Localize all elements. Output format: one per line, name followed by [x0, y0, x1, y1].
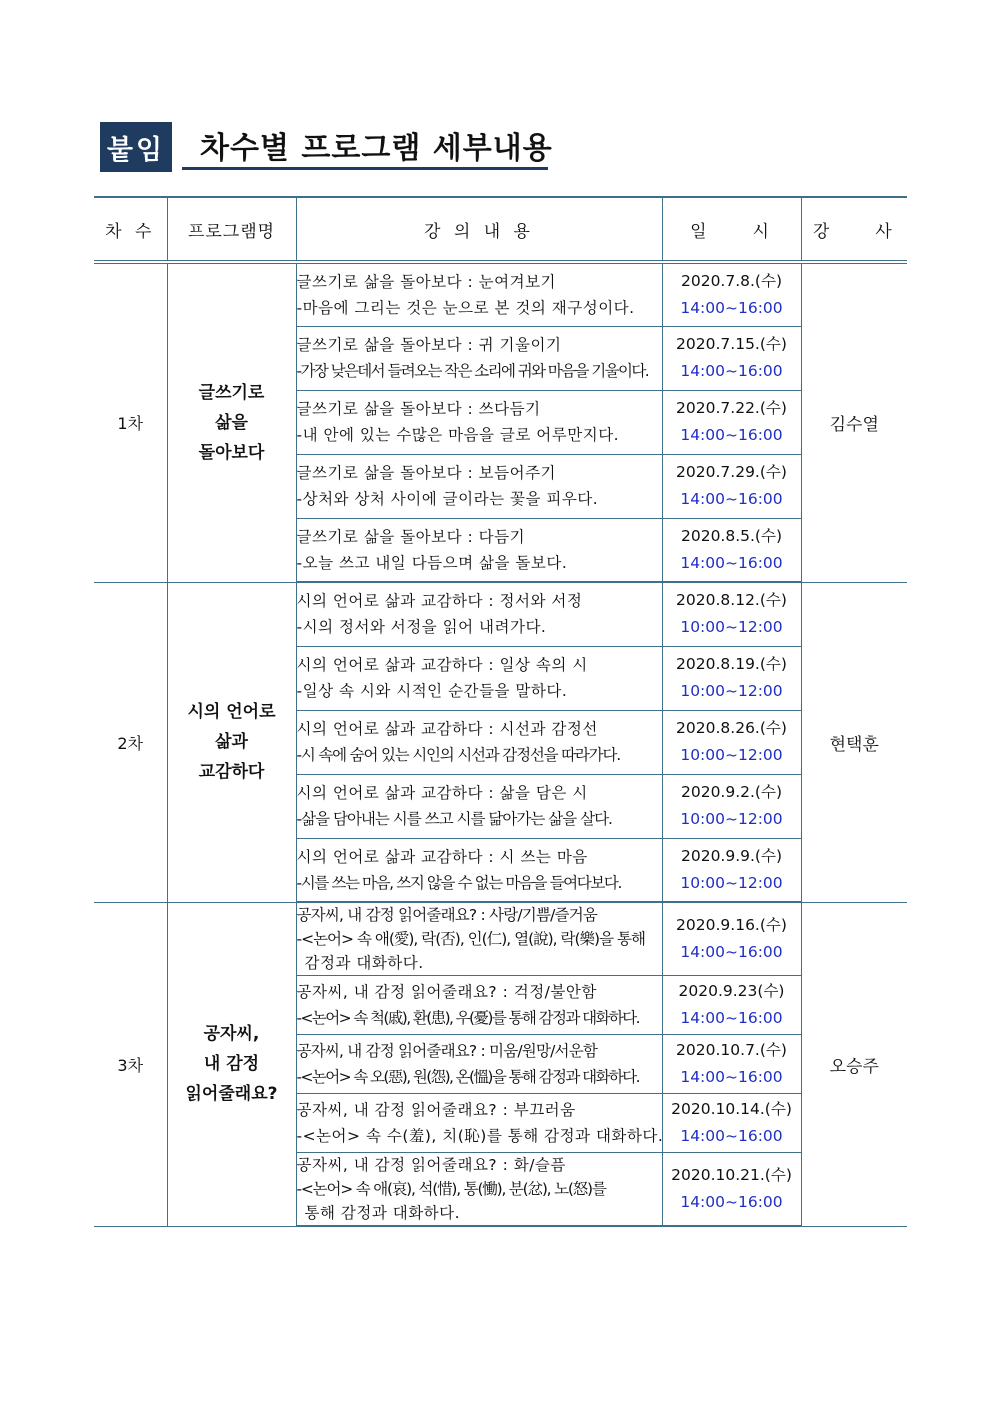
header-lecturer: 강 사	[801, 197, 907, 262]
attachment-badge: 붙임	[100, 122, 172, 172]
header-round: 차 수	[94, 197, 167, 262]
session-datetime: 2020.10.14.(수) 14:00~16:00	[662, 1094, 801, 1153]
header-row	[94, 197, 907, 262]
session-content: 공자씨, 내 감정 읽어줄래요? : 걱정/불안함 -<논어> 속 척(戚), 환(患), 우(憂)를 통해 감정과 대화하다.	[296, 976, 662, 1035]
session-datetime: 2020.8.5.(수) 14:00~16:00	[662, 518, 801, 582]
session-content: 공자씨, 내 감정 읽어줄래요? : 화/슬픔 -<논어> 속 애(哀), 석(惜), 통(慟), 분(忿), 노(怒)를 통해 감정과 대화하다.	[296, 1153, 662, 1227]
session-datetime: 2020.9.9.(수) 10:00~12:00	[662, 838, 801, 902]
session-content: 공자씨, 내 감정 읽어줄래요? : 미움/원망/서운함 -<논어> 속 오(惡), 원(怨), 온(慍)을 통해 감정과 대화하다.	[296, 1035, 662, 1094]
schedule-table	[94, 196, 907, 1227]
program-name: 시의 언어로 삶과 교감하다	[167, 582, 296, 902]
round-cell: 1차	[94, 262, 167, 582]
session-content: 공자씨, 내 감정 읽어줄래요? : 부끄러움 -<논어> 속 수(羞), 치(恥)를 통해 감정과 대화하다.	[296, 1094, 662, 1153]
session-content: 시의 언어로 삶과 교감하다 : 시선과 감정선 -시 속에 숨어 있는 시인의 시선과 감정선을 따라가다.	[296, 710, 662, 774]
lecturer-cell: 김수열	[801, 262, 907, 582]
program-name: 글쓰기로 삶을 돌아보다	[167, 262, 296, 582]
round-cell: 3차	[94, 902, 167, 1226]
session-content: 글쓰기로 삶을 돌아보다 : 쓰다듬기 -내 안에 있는 수많은 마음을 글로 어루만지다.	[296, 390, 662, 454]
header-content: 강 의 내 용	[296, 197, 662, 262]
session-datetime: 2020.8.26.(수) 10:00~12:00	[662, 710, 801, 774]
session-datetime: 2020.9.16.(수) 14:00~16:00	[662, 902, 801, 976]
table-row	[94, 262, 907, 326]
session-datetime: 2020.8.19.(수) 10:00~12:00	[662, 646, 801, 710]
title-underline	[182, 122, 553, 170]
session-content: 글쓰기로 삶을 돌아보다 : 보듬어주기 -상처와 상처 사이에 글이라는 꽃을 피우다.	[296, 454, 662, 518]
header-datetime: 일 시	[662, 197, 801, 262]
session-content: 글쓰기로 삶을 돌아보다 : 귀 기울이기 -가장 낮은데서 들려오는 작은 소리에 귀와 마음을 기울이다.	[296, 326, 662, 390]
lecturer-cell: 오승주	[801, 902, 907, 1226]
session-content: 시의 언어로 삶과 교감하다 : 일상 속의 시 -일상 속 시와 시적인 순간들을 말하다.	[296, 646, 662, 710]
session-datetime: 2020.7.29.(수) 14:00~16:00	[662, 454, 801, 518]
session-datetime: 2020.8.12.(수) 10:00~12:00	[662, 582, 801, 646]
session-datetime: 2020.7.8.(수) 14:00~16:00	[662, 262, 801, 326]
session-content: 글쓰기로 삶을 돌아보다 : 다듬기 -오늘 쓰고 내일 다듬으며 삶을 돌보다.	[296, 518, 662, 582]
table-row	[94, 902, 907, 976]
session-content: 시의 언어로 삶과 교감하다 : 삶을 담은 시 -삶을 담아내는 시를 쓰고 시를 닮아가는 삶을 살다.	[296, 774, 662, 838]
round-cell: 2차	[94, 582, 167, 902]
header-program: 프로그램명	[167, 197, 296, 262]
lecturer-cell: 현택훈	[801, 582, 907, 902]
program-name: 공자씨, 내 감정 읽어줄래요?	[167, 902, 296, 1226]
session-datetime: 2020.9.23(수) 14:00~16:00	[662, 976, 801, 1035]
session-datetime: 2020.9.2.(수) 10:00~12:00	[662, 774, 801, 838]
session-datetime: 2020.7.15.(수) 14:00~16:00	[662, 326, 801, 390]
session-content: 시의 언어로 삶과 교감하다 : 시 쓰는 마음 -시를 쓰는 마음, 쓰지 않을 수 없는 마음을 들여다보다.	[296, 838, 662, 902]
session-datetime: 2020.10.21.(수) 14:00~16:00	[662, 1153, 801, 1227]
heading	[100, 122, 553, 174]
session-datetime: 2020.10.7.(수) 14:00~16:00	[662, 1035, 801, 1094]
session-datetime: 2020.7.22.(수) 14:00~16:00	[662, 390, 801, 454]
session-content: 공자씨, 내 감정 읽어줄래요? : 사랑/기쁨/즐거움 -<논어> 속 애(愛), 락(否), 인(仁), 열(說), 락(樂)을 통해 감정과 대화하다.	[296, 902, 662, 976]
page-title: 차수별 프로그램 세부내용	[200, 130, 553, 166]
session-content: 글쓰기로 삶을 돌아보다 : 눈여겨보기 -마음에 그리는 것은 눈으로 본 것의 재구성이다.	[296, 262, 662, 326]
session-content: 시의 언어로 삶과 교감하다 : 정서와 서정 -시의 정서와 서정을 읽어 내려가다.	[296, 582, 662, 646]
table-row	[94, 582, 907, 646]
